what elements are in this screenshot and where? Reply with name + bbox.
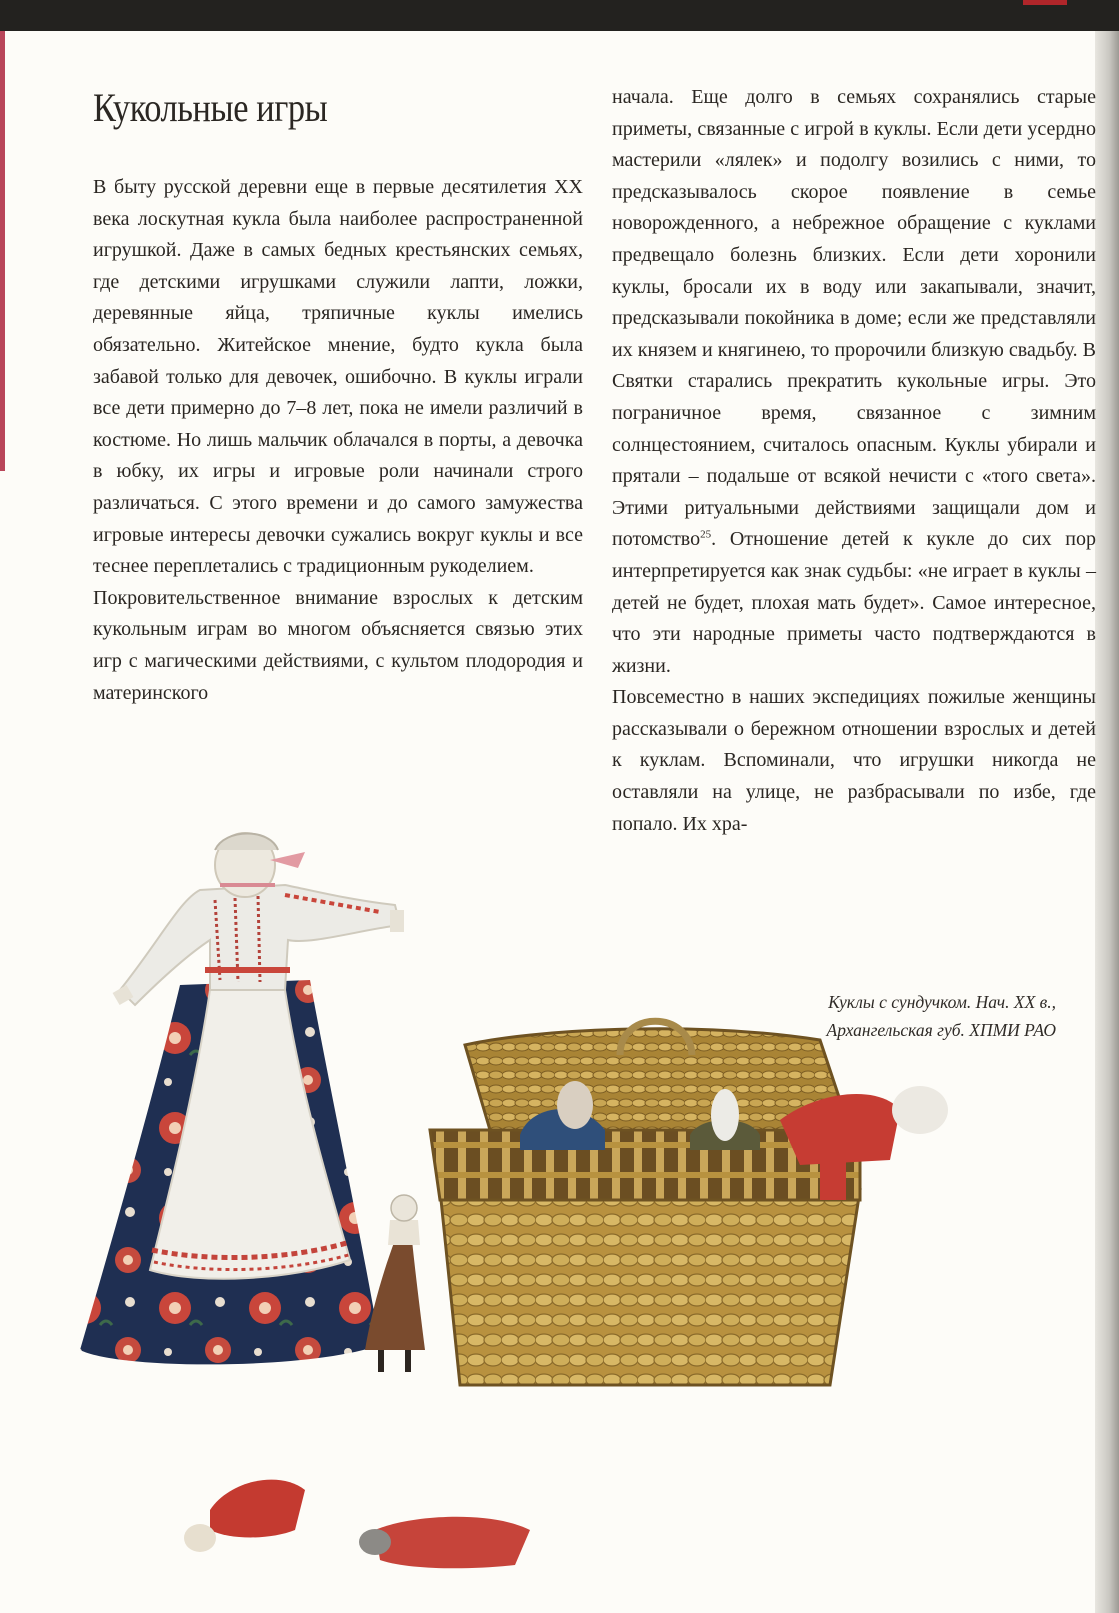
paragraph-right-1-part-a: начала. Еще долго в семьях сохранялись старые приметы, связанные с игрой в куклы. Если дети усердно мастерили «лялек» и подолгу возились с ними, то предсказывалось скорое появление в семье новорожденного, а небрежное обращение с куклами предвещало болезнь близких. Если дети хоронили куклы, бросали их в воду или закапывали, значит, предсказывали покойника в доме; если же представляли их князем и княгинею, то пророчили близкую свадьбу. В Святки старались прекратить кукольные игры. Это пограничное время, связанное с зимним солнцестоянием, считалось опасным. Куклы убирали и прятали – подальше от всякой нечисти с «того света». Этими ритуальными действиями защищали дом и потомство <box>612 86 1096 551</box>
top-dark-bar <box>0 0 1119 31</box>
page-title: Кукольные игры <box>93 85 328 130</box>
caption-line-1: Куклы с сундучком. Нач. XX в., <box>828 992 1056 1012</box>
text-column-right <box>612 82 1096 840</box>
paragraph-right-1 <box>612 82 1096 682</box>
photo-dolls-with-chest <box>60 830 1010 1590</box>
page-edge-right <box>1095 31 1119 1613</box>
caption-line-2: Архангельская губ. ХПМИ РАО <box>826 1020 1056 1040</box>
paragraph-left-2: Покровительственное внимание взрослых к детским кукольным играм во многом объясняется связью этих игр с магическими действиями, с культом плодородия и материнского <box>93 586 583 704</box>
top-red-accent <box>1023 0 1067 5</box>
footnote-ref[interactable]: 25 <box>700 528 712 541</box>
page-edge-left <box>0 31 5 471</box>
paragraph-right-2: Повсеместно в наших экспедициях пожилые женщины рассказывали о бережном отношении взрослых и детей к куклам. Вспоминали, что игрушки никогда не оставляли на улице, не разбрасывали по избе, где попало. Их хра- <box>612 686 1096 835</box>
text-column-left <box>93 172 583 709</box>
paragraph-left-1: В быту русской деревни еще в первые десятилетия XX века лоскутная кукла была наиболее распространенной игрушкой. Даже в самых бедных крестьянских семьях, где детскими игрушками служили лапти, ложки, деревянные яйца, тряпичные куклы имелись обязательно. Житейское мнение, будто кукла была забавой только для девочек, ошибочно. В куклы играли все дети примерно до 7–8 лет, пока не имели различий в костюме. Но лишь мальчик облачался в порты, а девочка в юбку, их игры и игровые роли начинали строго различаться. С этого времени и до самого замужества игровые интересы девочки сужались вокруг куклы и все теснее переплетались с традиционным рукоделием. <box>93 176 583 578</box>
paragraph-right-1-part-b: . Отношение детей к кукле до сих пор интерпретируется как знак судьбы: «не играет в куклы – детей не будет, плохая мать будет». Самое интересное, что эти народные приметы часто подтверждаются в жизни. <box>612 528 1096 677</box>
